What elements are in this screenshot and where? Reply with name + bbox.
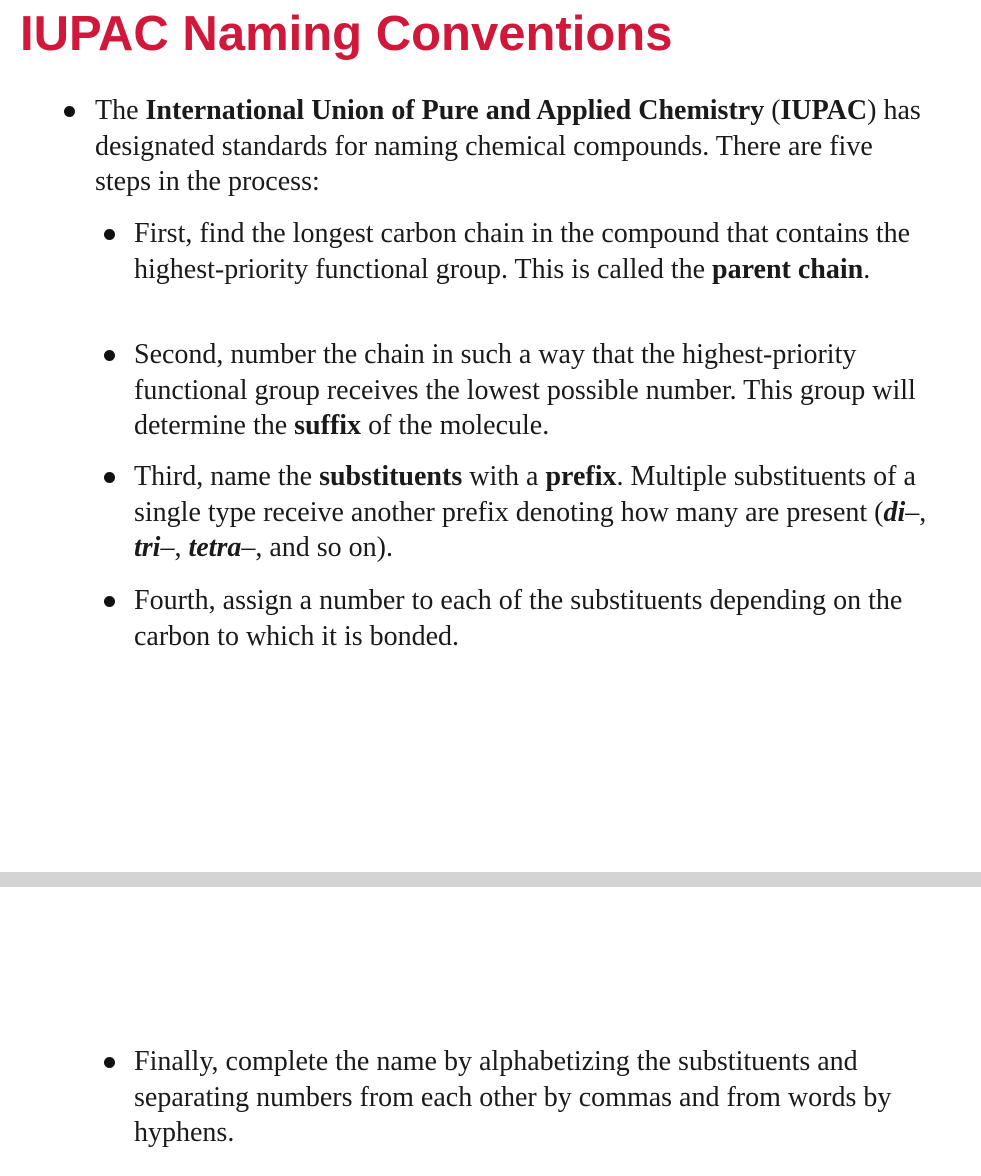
bullet-dot: [64, 106, 75, 117]
step-text: Fourth, assign a number to each of the substituents depending on the carbon to which it is bonded.: [134, 585, 903, 652]
page-divider: [0, 872, 981, 887]
prefix-di: di: [883, 496, 906, 528]
bullet-dot: [104, 1057, 115, 1068]
step-text: . Multiple substituents of a single type receive another prefix denoting how many are present (: [134, 461, 916, 528]
bullet-dot: [104, 596, 115, 607]
term-iupac-full: International Union of Pure and Applied Chemistry: [145, 95, 765, 126]
step-fourth-bullet: [134, 583, 934, 654]
term-iupac-abbr: IUPAC: [780, 95, 868, 126]
prefix-tri: tri: [134, 532, 161, 563]
bullet-dot: [104, 229, 115, 240]
prefix-tetra: tetra: [188, 532, 242, 563]
term-parent-chain: parent chain: [712, 253, 864, 285]
step-third-bullet: [134, 459, 934, 566]
step-fifth-bullet: [134, 1044, 934, 1151]
step-text: Second, number the chain in such a way that the highest-priority functional group receives the lowest possible number. This group will determine the: [134, 339, 916, 441]
intro-text: ) has designated standards for naming chemical compounds. There are five steps in the process:: [95, 95, 921, 197]
step-text: .: [863, 253, 871, 285]
step-first-bullet: [134, 216, 934, 287]
page-title: IUPAC Naming Conventions: [20, 7, 673, 61]
step-text: Third, name the: [134, 461, 320, 492]
term-prefix: prefix: [545, 461, 617, 492]
step-text: of the molecule.: [361, 410, 550, 441]
step-second-bullet: [134, 337, 934, 444]
bullet-dot: [104, 350, 115, 361]
step-text: with a: [462, 461, 546, 492]
term-suffix: suffix: [294, 410, 362, 441]
bullet-dot: [104, 472, 115, 483]
step-text: –, and so on).: [241, 532, 394, 563]
step-text: First, find the longest carbon chain in the compound that contains the highest-priority functional group. This is called the: [134, 218, 911, 285]
intro-text: (: [764, 95, 781, 126]
term-substituents: substituents: [319, 461, 463, 492]
step-text: Finally, complete the name by alphabetizing the substituents and separating numbers from each other by commas and from words by hyphens.: [134, 1046, 892, 1148]
intro-bullet: [95, 93, 925, 200]
step-text: –,: [905, 496, 927, 528]
intro-text: The: [95, 95, 146, 126]
step-text: –,: [160, 532, 189, 563]
